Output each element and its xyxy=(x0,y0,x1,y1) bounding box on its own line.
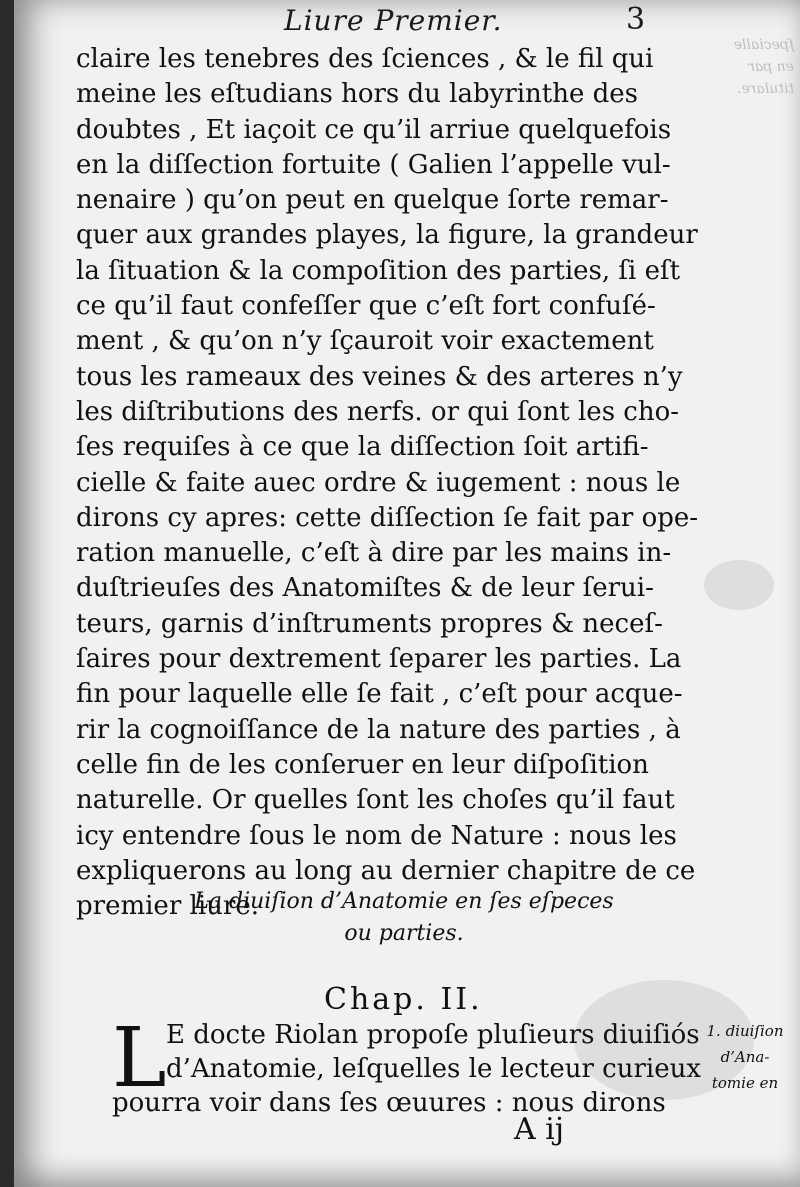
text-line: meine les eſtudians hors du labyrinthe des xyxy=(76,79,639,110)
chapter-heading: Chap. II. xyxy=(324,982,483,1017)
body-paragraph xyxy=(76,42,699,924)
text-line: tous les rameaux des veines & des arteres n’y xyxy=(76,361,683,392)
text-line: premier liure. xyxy=(76,891,259,922)
text-line: ce qu’il faut confeſſer que c’eſt fort confuſé- xyxy=(76,291,656,322)
section-caption xyxy=(174,886,634,950)
running-head: Liure Premier. xyxy=(284,4,503,37)
text-line: E docte Riolan propoſe pluſieurs diuiſiós xyxy=(166,1020,700,1050)
text-line: dirons cy apres: cette diſſection ſe fait par ope- xyxy=(76,502,699,533)
text-line: la ſituation & la compoſition des parties, ſi eſt xyxy=(76,255,681,286)
book-page xyxy=(14,0,800,1187)
caption-line: ou parties. xyxy=(344,921,464,946)
text-line: expliquerons au long au dernier chapitre de ce xyxy=(76,855,696,886)
text-line: icy entendre ſous le nom de Nature : nous les xyxy=(76,820,677,851)
text-line: pourra voir dans ſes œuures : nous dirons xyxy=(112,1088,666,1118)
bleed-through-text: ſpecialle en par titulare. xyxy=(733,37,794,97)
text-line: doubtes , Et iaçoit ce qu’il arriue quelquefois xyxy=(76,114,672,145)
text-line: claire les tenebres des ſciences , & le fil qui xyxy=(76,44,654,74)
caption-line: La diuiſion d’Anatomie en ſes eſpeces xyxy=(194,889,614,914)
signature-mark: A ij xyxy=(514,1112,565,1147)
paper-stain xyxy=(704,560,774,610)
text-line: naturelle. Or quelles ſont les choſes qu’il faut xyxy=(76,785,675,816)
margin-note-line: d’Ana- xyxy=(720,1048,770,1066)
text-line: les diſtributions des nerfs. or qui ſont les cho- xyxy=(76,396,680,427)
text-line: d’Anatomie, leſquelles le lecteur curieux xyxy=(166,1054,701,1084)
margin-note-line: tomie en xyxy=(711,1074,779,1092)
text-line: ſaires pour dextrement ſeparer les parties. La xyxy=(76,644,682,675)
text-line: celle fin de les conſeruer en leur diſpoſition xyxy=(76,749,649,780)
margin-note-line: 1. diuiſion xyxy=(706,1022,784,1040)
text-line: ſes requiſes à ce que la diſſection ſoit artifi- xyxy=(76,432,649,463)
text-line: rir la cognoiſſance de la nature des parties , à xyxy=(76,714,681,745)
text-line: fin pour laquelle elle ſe fait , c’eſt pour acque- xyxy=(76,679,683,710)
text-line: ment , & qu’on n’y ſçauroit voir exactement xyxy=(76,326,654,357)
text-line: duſtrieuſes des Anatomiſtes & de leur ſerui- xyxy=(76,573,654,604)
text-line: nenaire ) qu’on peut en quelque ſorte remar- xyxy=(76,185,669,216)
chapter-paragraph xyxy=(112,1018,701,1120)
text-line: ration manuelle, c’eſt à dire par les mains in- xyxy=(76,538,672,569)
text-line: en la diſſection fortuite ( Galien l’appelle vul- xyxy=(76,149,671,180)
text-line: teurs, garnis d’inſtruments propres & neceſ- xyxy=(76,608,663,639)
text-line: quer aux grandes playes, la figure, la grandeur xyxy=(76,220,698,251)
page-number: 3 xyxy=(626,2,646,37)
margin-note xyxy=(690,1018,800,1096)
drop-cap: L xyxy=(112,1011,167,1106)
text-line: cielle & faite auec ordre & iugement : nous le xyxy=(76,467,681,498)
